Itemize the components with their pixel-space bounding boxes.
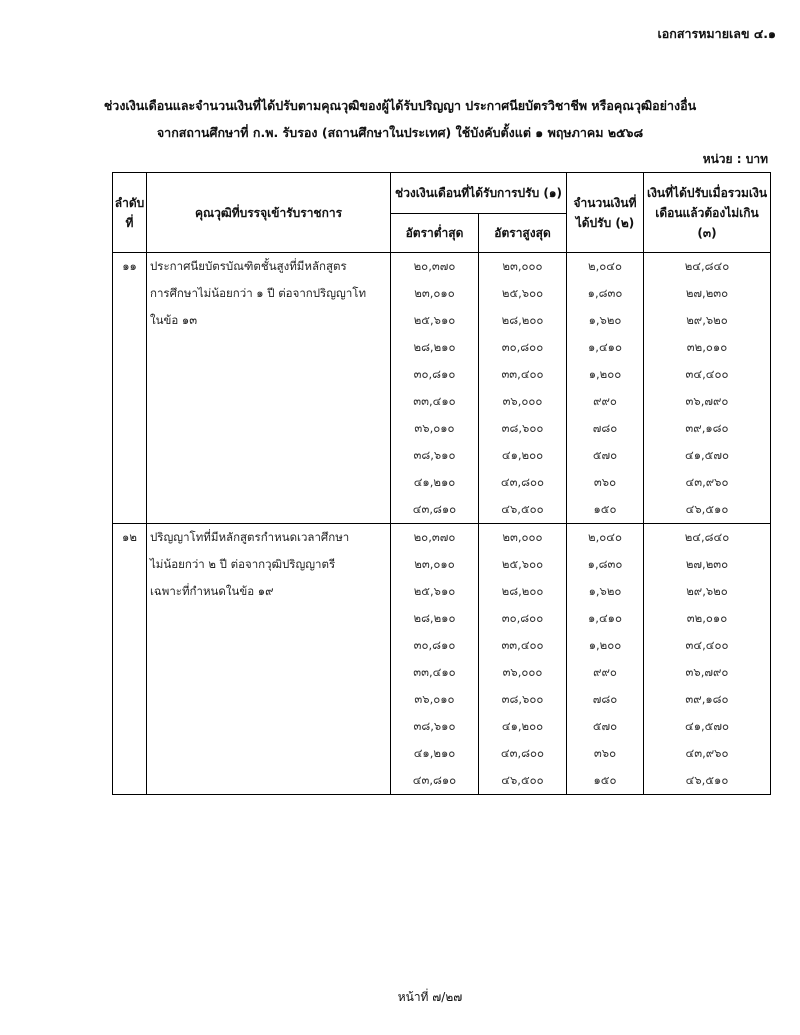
min-salary-cell-value: ๔๓,๘๑๐ xyxy=(412,773,457,787)
adjustment-cell-value: ๗๘๐ xyxy=(592,421,618,435)
adjustment-cell-value: ๑๕๐ xyxy=(593,773,617,787)
cap-cell-value: ๓๙,๑๘๐ xyxy=(685,421,729,435)
min-salary-cell-value: ๒๘,๒๑๐ xyxy=(413,611,456,625)
min-salary-cell-value: ๒๐,๓๗๐ xyxy=(413,530,456,544)
max-salary-cell xyxy=(479,524,567,795)
cap-cell-value: ๔๓,๙๖๐ xyxy=(685,475,729,489)
adjustment-cell-value: ๙๙๐ xyxy=(593,394,617,408)
adjustment-cell xyxy=(567,524,644,795)
adjustment-cell-value: ๒,๐๔๐ xyxy=(588,530,622,544)
adjustment-cell-value: ๑,๖๒๐ xyxy=(588,584,622,598)
row-number-value: ๑๑ xyxy=(122,259,137,273)
unit-label: หน่วย : บาท xyxy=(702,152,768,166)
min-salary-cell-value: ๒๕,๖๑๐ xyxy=(413,584,456,598)
cap-cell-value: ๒๔,๘๔๐ xyxy=(684,259,730,273)
min-salary-cell-value: ๔๑,๒๑๐ xyxy=(413,746,456,760)
max-salary-cell-value: ๓๖,๐๐๐ xyxy=(502,665,543,679)
adjustment-cell-value: ๑,๘๓๐ xyxy=(587,557,623,571)
adjustment-cell-value: ๑,๒๐๐ xyxy=(588,638,622,652)
header-qualification: คุณวุฒิที่บรรจุเข้ารับราชการ xyxy=(147,173,391,253)
qualification-cell xyxy=(147,253,391,524)
min-salary-cell-value: ๒๓,๐๑๐ xyxy=(414,286,455,300)
adjustment-cell-value: ๑,๔๑๐ xyxy=(588,611,622,625)
row-number xyxy=(113,524,147,795)
min-salary-cell-value: ๓๐,๘๑๐ xyxy=(413,367,456,381)
qualification-cell-value: เฉพาะที่กำหนดในข้อ ๑๙ xyxy=(150,584,274,598)
cap-cell-value: ๒๗,๒๓๐ xyxy=(685,286,729,300)
cap-cell-value: ๔๑,๕๗๐ xyxy=(684,719,730,733)
cap-cell-value: ๒๗,๒๓๐ xyxy=(685,557,729,571)
cap-cell xyxy=(644,524,771,795)
max-salary-cell-value: ๔๖,๕๐๐ xyxy=(501,773,544,787)
table-row xyxy=(113,524,771,795)
min-salary-cell-value: ๔๓,๘๑๐ xyxy=(412,502,457,516)
cap-cell-value: ๓๖,๗๙๐ xyxy=(685,665,729,679)
cap-cell-value: ๓๔,๔๐๐ xyxy=(685,638,729,652)
title-line-2: จากสถานศึกษาที่ ก.พ. รับรอง (สถานศึกษาในประเทศ) ใช้บังคับตั้งแต่ ๑ พฤษภาคม ๒๕๖๘ xyxy=(156,125,644,140)
cap-cell-value: ๔๓,๙๖๐ xyxy=(685,746,729,760)
adjustment-cell-value: ๙๙๐ xyxy=(593,665,617,679)
max-salary-cell-value: ๔๖,๕๐๐ xyxy=(501,502,544,516)
row-number-value: ๑๒ xyxy=(122,530,137,544)
adjustment-cell-value: ๑,๔๑๐ xyxy=(588,340,622,354)
header-min: อัตราต่ำสุด xyxy=(391,214,479,253)
cap-cell-value: ๓๙,๑๘๐ xyxy=(685,692,729,706)
max-salary-cell-value: ๒๓,๐๐๐ xyxy=(502,530,543,544)
table-row xyxy=(113,253,771,524)
min-salary-cell-value: ๓๐,๘๑๐ xyxy=(413,638,456,652)
min-salary-cell xyxy=(391,253,479,524)
cap-cell-value: ๒๔,๘๔๐ xyxy=(684,530,730,544)
max-salary-cell-value: ๓๘,๖๐๐ xyxy=(501,421,544,435)
cap-cell-value: ๔๑,๕๗๐ xyxy=(684,448,730,462)
min-salary-cell-value: ๓๖,๐๑๐ xyxy=(414,692,455,706)
document-number: เอกสารหมายเลข ๔.๑ xyxy=(657,26,776,41)
max-salary-cell-value: ๓๓,๔๐๐ xyxy=(501,638,544,652)
max-salary-cell-value: ๓๖,๐๐๐ xyxy=(502,394,543,408)
header-max: อัตราสูงสุด xyxy=(479,214,567,253)
cap-cell-value: ๔๖,๕๑๐ xyxy=(685,773,729,787)
max-salary-cell-value: ๓๐,๘๐๐ xyxy=(501,611,544,625)
qualification-cell-value: ในข้อ ๑๓ xyxy=(150,313,198,327)
min-salary-cell-value: ๓๓,๔๑๐ xyxy=(413,394,456,408)
qualification-cell-value: ประกาศนียบัตรบัณฑิตชั้นสูงที่มีหลักสูตร xyxy=(150,259,347,273)
row-number xyxy=(113,253,147,524)
min-salary-cell-value: ๓๓,๔๑๐ xyxy=(413,665,456,679)
salary-table xyxy=(112,172,771,795)
max-salary-cell-value: ๓๘,๖๐๐ xyxy=(501,692,544,706)
min-salary-cell-value: ๓๘,๖๑๐ xyxy=(413,448,456,462)
max-salary-cell-value: ๓๓,๔๐๐ xyxy=(501,367,544,381)
max-salary-cell-value: ๒๕,๖๐๐ xyxy=(501,557,544,571)
max-salary-cell-value: ๒๓,๐๐๐ xyxy=(502,259,543,273)
adjustment-cell-value: ๓๖๐ xyxy=(593,746,617,760)
adjustment-cell-value: ๕๗๐ xyxy=(592,719,618,733)
max-salary-cell xyxy=(479,253,567,524)
max-salary-cell-value: ๔๓,๘๐๐ xyxy=(500,746,545,760)
header-adjustment: จำนวนเงินที่ได้ปรับ (๒) xyxy=(567,173,644,253)
adjustment-cell-value: ๕๗๐ xyxy=(592,448,618,462)
qualification-cell xyxy=(147,524,391,795)
header-salary-range: ช่วงเงินเดือนที่ได้รับการปรับ (๑) xyxy=(391,173,567,214)
cap-cell-value: ๓๒,๐๑๐ xyxy=(686,340,728,354)
min-salary-cell-value: ๒๐,๓๗๐ xyxy=(413,259,456,273)
adjustment-cell-value: ๑,๒๐๐ xyxy=(588,367,622,381)
cap-cell xyxy=(644,253,771,524)
qualification-cell-value: การศึกษาไม่น้อยกว่า ๑ ปี ต่อจากปริญญาโท xyxy=(150,286,367,300)
cap-cell-value: ๒๙,๖๒๐ xyxy=(686,313,728,327)
max-salary-cell-value: ๒๘,๒๐๐ xyxy=(501,584,544,598)
cap-cell-value: ๓๖,๗๙๐ xyxy=(685,394,729,408)
min-salary-cell-value: ๒๓,๐๑๐ xyxy=(414,557,455,571)
header-cap: เงินที่ได้ปรับเมื่อรวมเงินเดือนแล้วต้องไม่เกิน (๓) xyxy=(644,173,771,253)
min-salary-cell-value: ๒๕,๖๑๐ xyxy=(413,313,456,327)
cap-cell-value: ๓๒,๐๑๐ xyxy=(686,611,728,625)
adjustment-cell-value: ๗๘๐ xyxy=(592,692,618,706)
adjustment-cell-value: ๑,๘๓๐ xyxy=(587,286,623,300)
adjustment-cell xyxy=(567,253,644,524)
header-no: ลำดับที่ xyxy=(113,173,147,253)
min-salary-cell-value: ๒๘,๒๑๐ xyxy=(413,340,456,354)
max-salary-cell-value: ๔๓,๘๐๐ xyxy=(500,475,545,489)
min-salary-cell-value: ๓๖,๐๑๐ xyxy=(414,421,455,435)
max-salary-cell-value: ๒๘,๒๐๐ xyxy=(501,313,544,327)
cap-cell-value: ๔๖,๕๑๐ xyxy=(685,502,729,516)
min-salary-cell-value: ๔๑,๒๑๐ xyxy=(413,475,456,489)
cap-cell-value: ๒๙,๖๒๐ xyxy=(686,584,728,598)
title-line-1: ช่วงเงินเดือนและจำนวนเงินที่ได้ปรับตามคุณวุฒิของผู้ได้รับปริญญา ประกาศนียบัตรวิชาชีพ หรือคุณวุฒิอย่างอื่น xyxy=(103,98,697,113)
adjustment-cell-value: ๑๕๐ xyxy=(593,502,617,516)
adjustment-cell-value: ๒,๐๔๐ xyxy=(588,259,622,273)
cap-cell-value: ๓๔,๔๐๐ xyxy=(685,367,729,381)
adjustment-cell-value: ๓๖๐ xyxy=(593,475,617,489)
max-salary-cell-value: ๒๕,๖๐๐ xyxy=(501,286,544,300)
page-number: หน้าที่ ๗/๒๗ xyxy=(397,990,463,1004)
min-salary-cell xyxy=(391,524,479,795)
max-salary-cell-value: ๔๑,๒๐๐ xyxy=(501,719,544,733)
adjustment-cell-value: ๑,๖๒๐ xyxy=(588,313,622,327)
max-salary-cell-value: ๔๑,๒๐๐ xyxy=(501,448,544,462)
qualification-cell-value: ปริญญาโทที่มีหลักสูตรกำหนดเวลาศึกษา xyxy=(150,530,350,544)
qualification-cell-value: ไม่น้อยกว่า ๒ ปี ต่อจากวุฒิปริญญาตรี xyxy=(150,557,336,571)
min-salary-cell-value: ๓๘,๖๑๐ xyxy=(413,719,456,733)
max-salary-cell-value: ๓๐,๘๐๐ xyxy=(501,340,544,354)
